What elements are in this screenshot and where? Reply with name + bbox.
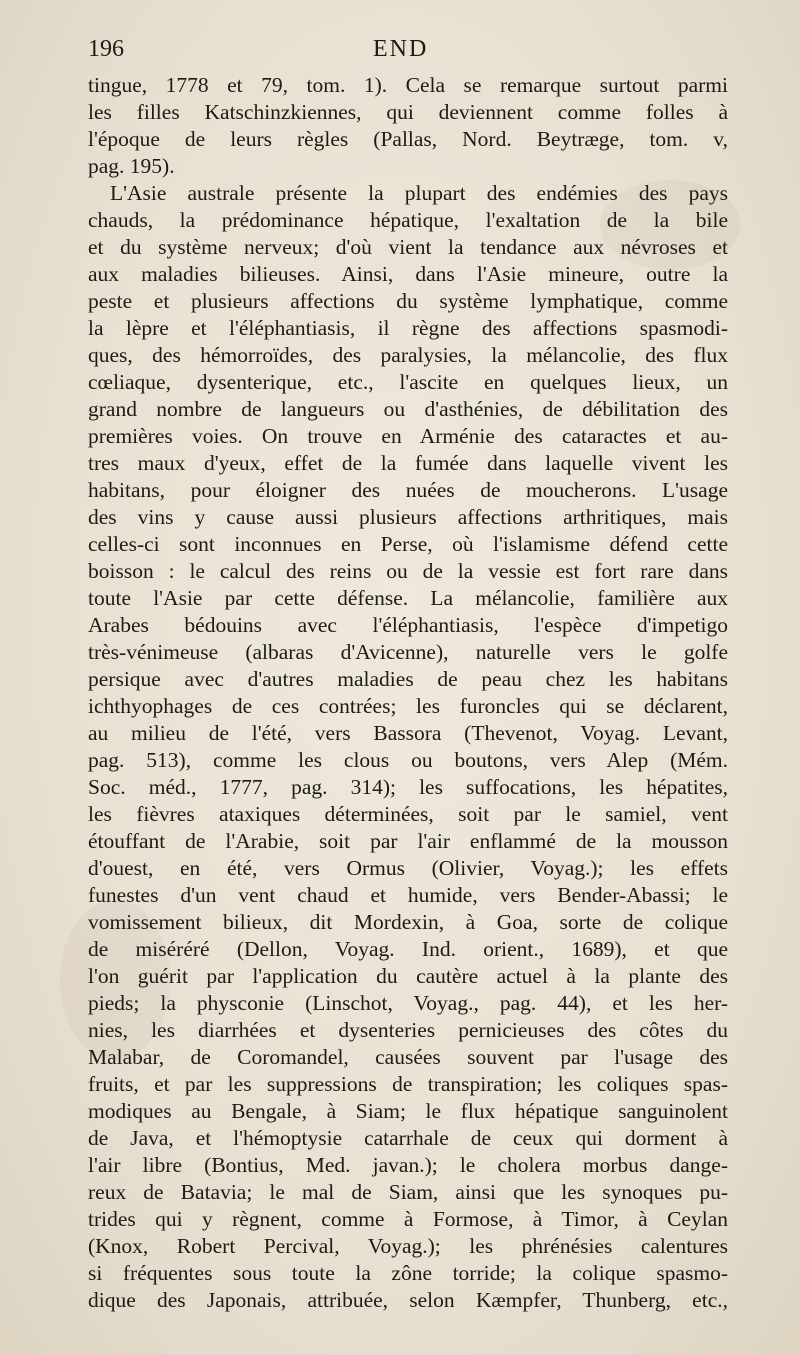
text-line: peste et plusieurs affections du système lymphatique, comme <box>88 289 728 313</box>
text-line: tingue, 1778 et 79, tom. 1). Cela se remarque surtout parmi <box>88 73 728 97</box>
text-line: pieds; la physconie (Linschot, Voyag., pag. 44), et les her- <box>88 991 728 1015</box>
text-line: fruits, et par les suppressions de transpiration; les coliques spas- <box>88 1072 728 1096</box>
text-line: très-vénimeuse (albaras d'Avicenne), naturelle vers le golfe <box>88 640 728 664</box>
text-line: les fièvres ataxiques déterminées, soit par le samiel, vent <box>88 802 728 826</box>
text-line: d'ouest, en été, vers Ormus (Olivier, Voyag.); les effets <box>88 856 728 880</box>
text-line: chauds, la prédominance hépatique, l'exaltation de la bile <box>88 208 728 232</box>
text-line: L'Asie australe présente la plupart des endémies des pays <box>110 181 728 205</box>
text-line: aux maladies bilieuses. Ainsi, dans l'Asie mineure, outre la <box>88 262 728 286</box>
text-line: tres maux d'yeux, effet de la fumée dans laquelle vivent les <box>88 451 728 475</box>
text-line: vomissement bilieux, dit Mordexin, à Goa, sorte de colique <box>88 910 728 934</box>
text-line: grand nombre de langueurs ou d'asthénies, de débilitation des <box>88 397 728 421</box>
text-line: reux de Batavia; le mal de Siam, ainsi que les synoques pu- <box>88 1180 728 1204</box>
text-line: funestes d'un vent chaud et humide, vers Bender-Abassi; le <box>88 883 728 907</box>
text-line: l'on guérit par l'application du cautère actuel à la plante des <box>88 964 728 988</box>
text-line: celles-ci sont inconnues en Perse, où l'islamisme défend cette <box>88 532 728 556</box>
text-line: cœliaque, dysenterique, etc., l'ascite en quelques lieux, un <box>88 370 728 394</box>
text-line: l'époque de leurs règles (Pallas, Nord. Beytræge, tom. v, <box>88 127 728 151</box>
text-line: ichthyophages de ces contrées; les furoncles qui se déclarent, <box>88 694 728 718</box>
text-line: Soc. méd., 1777, pag. 314); les suffocations, les hépatites, <box>88 775 728 799</box>
text-line: de miséréré (Dellon, Voyag. Ind. orient., 1689), et que <box>88 937 728 961</box>
text-line: Malabar, de Coromandel, causées souvent par l'usage des <box>88 1045 728 1069</box>
text-line: des vins y cause aussi plusieurs affections arthritiques, mais <box>88 505 728 529</box>
text-line: (Knox, Robert Percival, Voyag.); les phrénésies calentures <box>88 1234 728 1258</box>
text-line: trides qui y règnent, comme à Formose, à Timor, à Ceylan <box>88 1207 728 1231</box>
text-line: boisson : le calcul des reins ou de la vessie est fort rare dans <box>88 559 728 583</box>
text-line: la lèpre et l'éléphantiasis, il règne des affections spasmodi- <box>88 316 728 340</box>
text-line: Arabes bédouins avec l'éléphantiasis, l'espèce d'impetigo <box>88 613 728 637</box>
text-line: les filles Katschinzkiennes, qui deviennent comme folles à <box>88 100 728 124</box>
text-line: pag. 195). <box>88 154 175 178</box>
text-line: étouffant de l'Arabie, soit par l'air enflammé de la mousson <box>88 829 728 853</box>
running-head: END <box>373 36 429 62</box>
text-line: au milieu de l'été, vers Bassora (Thevenot, Voyag. Levant, <box>88 721 728 745</box>
text-line: ques, des hémorroïdes, des paralysies, la mélancolie, des flux <box>88 343 728 367</box>
body-text <box>88 72 728 1314</box>
page-header <box>88 36 728 70</box>
text-line: persique avec d'autres maladies de peau chez les habitans <box>88 667 728 691</box>
text-line: toute l'Asie par cette défense. La mélancolie, familière aux <box>88 586 728 610</box>
page-number: 196 <box>88 36 124 62</box>
text-line: pag. 513), comme les clous ou boutons, vers Alep (Mém. <box>88 748 728 772</box>
text-line: modiques au Bengale, à Siam; le flux hépatique sanguinolent <box>88 1099 728 1123</box>
text-line: et du système nerveux; d'où vient la tendance aux névroses et <box>88 235 728 259</box>
text-line: si fréquentes sous toute la zône torride; la colique spasmo- <box>88 1261 728 1285</box>
text-line: de Java, et l'hémoptysie catarrhale de ceux qui dorment à <box>88 1126 728 1150</box>
text-line: l'air libre (Bontius, Med. javan.); le cholera morbus dange- <box>88 1153 728 1177</box>
text-line: premières voies. On trouve en Arménie des cataractes et au- <box>88 424 728 448</box>
text-line: nies, les diarrhées et dysenteries pernicieuses des côtes du <box>88 1018 728 1042</box>
text-line: dique des Japonais, attribuée, selon Kæmpfer, Thunberg, etc., <box>88 1288 728 1312</box>
text-line: habitans, pour éloigner des nuées de moucherons. L'usage <box>88 478 728 502</box>
